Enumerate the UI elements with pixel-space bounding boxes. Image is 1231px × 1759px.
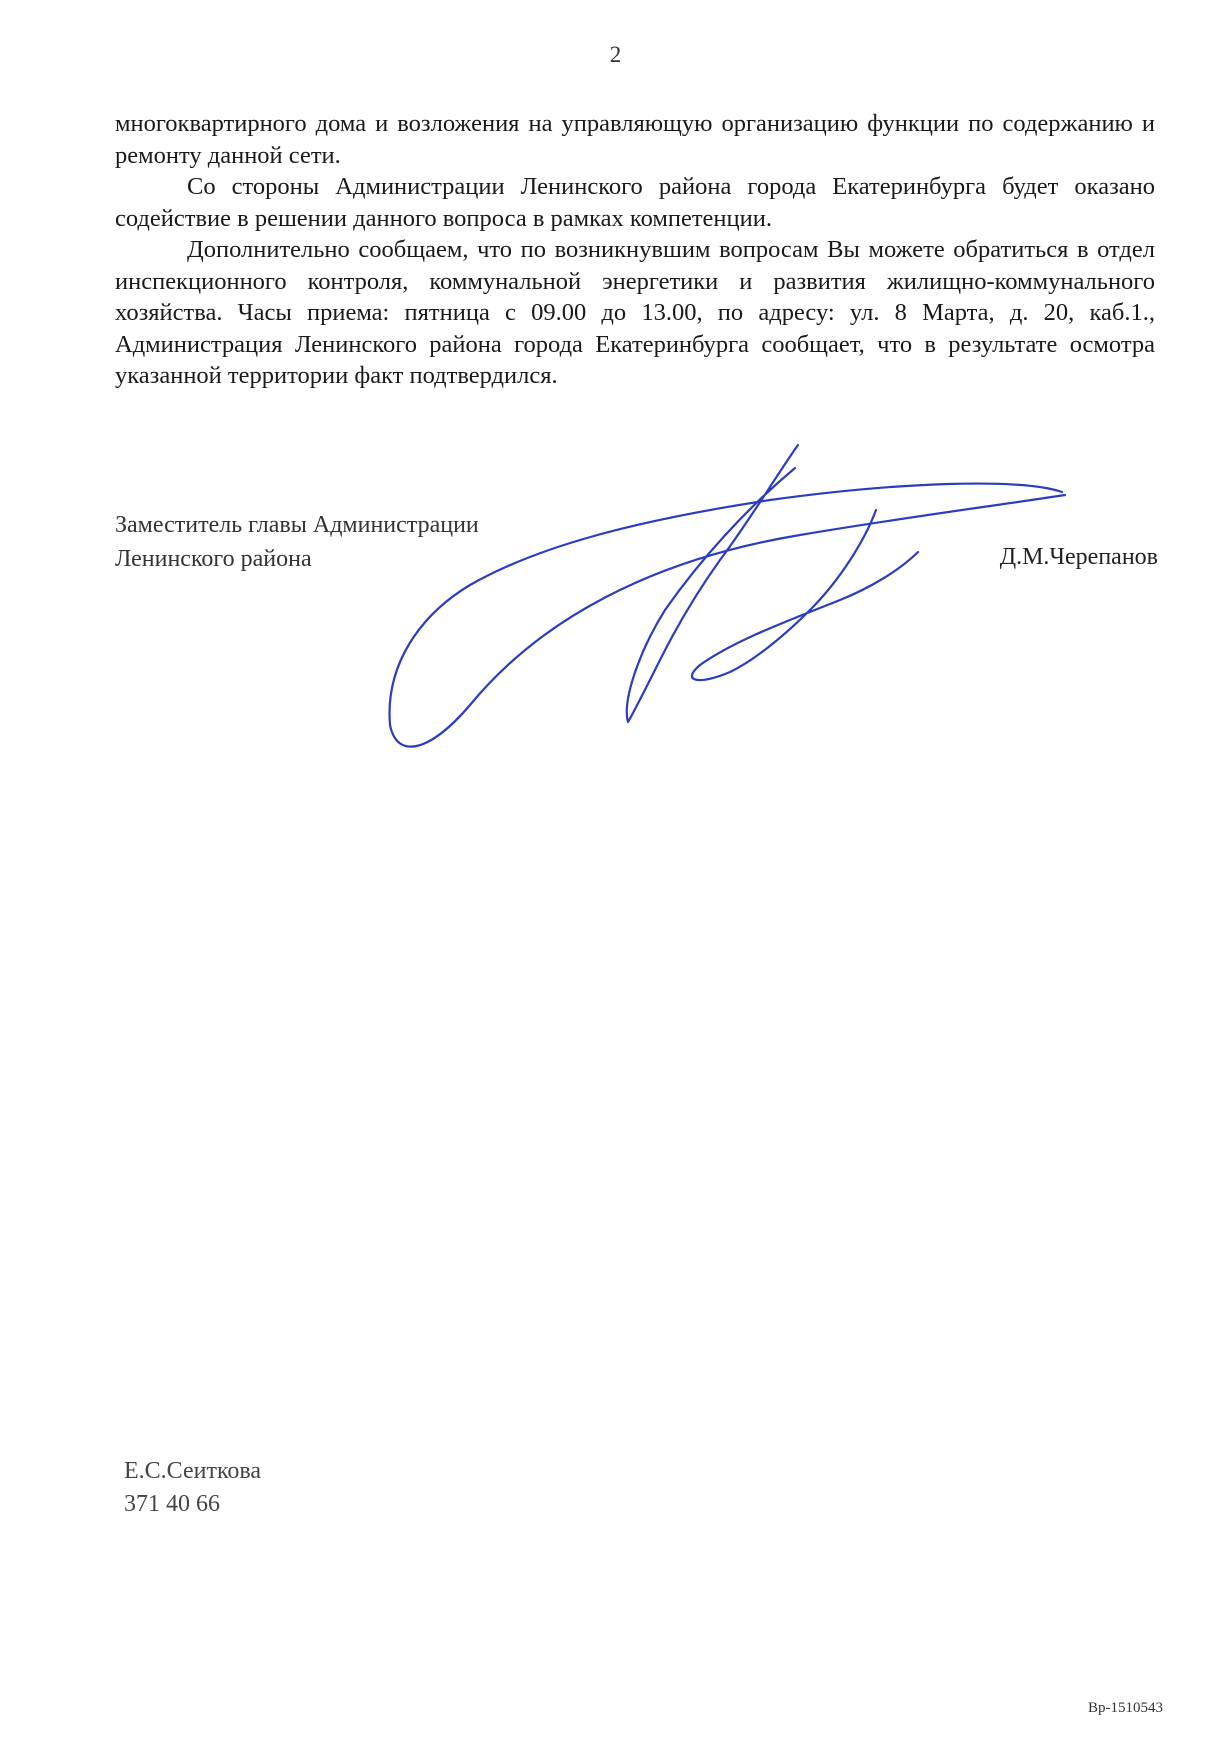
letter-body xyxy=(115,108,1155,392)
executor-phone: 371 40 66 xyxy=(124,1491,220,1517)
executor-info xyxy=(124,1455,261,1521)
page-number: 2 xyxy=(609,42,622,67)
paragraph-assistance: Со стороны Администрации Ленинского района города Екатеринбурга будет оказано содействие в решении данного вопроса в рамках компетенции. xyxy=(115,173,1155,232)
executor-name: Е.С.Сеиткова xyxy=(124,1458,262,1484)
signer-title-line-2: Ленинского района xyxy=(115,546,312,572)
paragraph-contact-info: Дополнительно сообщаем, что по возникнувшим вопросам Вы можете обратиться в отдел инспекционного контроля, коммунальной энергетики и развития жилищно-коммунального хозяйства. Часы приема: пятница с 09.00 до 13.00, по адресу: ул. 8 Марта, д. 20, каб.1., Администрация Ленинского района города Екатеринбурга сообщает, что в результате осмотра указанной территории факт подтвердился. xyxy=(115,236,1155,389)
signature-vertical-stroke xyxy=(627,445,798,722)
document-number: Вр-1510543 xyxy=(1088,1700,1163,1716)
signature-loop-stroke xyxy=(390,484,1065,747)
signer-title-line-1: Заместитель главы Администрации xyxy=(115,512,479,538)
signature-hook-stroke xyxy=(692,510,918,680)
signer-name: Д.М.Черепанов xyxy=(999,544,1158,570)
signer-title xyxy=(115,508,479,576)
paragraph-continuation: многоквартирного дома и возложения на управляющую организацию функции по содержанию и ремонту данной сети. xyxy=(115,110,1155,169)
